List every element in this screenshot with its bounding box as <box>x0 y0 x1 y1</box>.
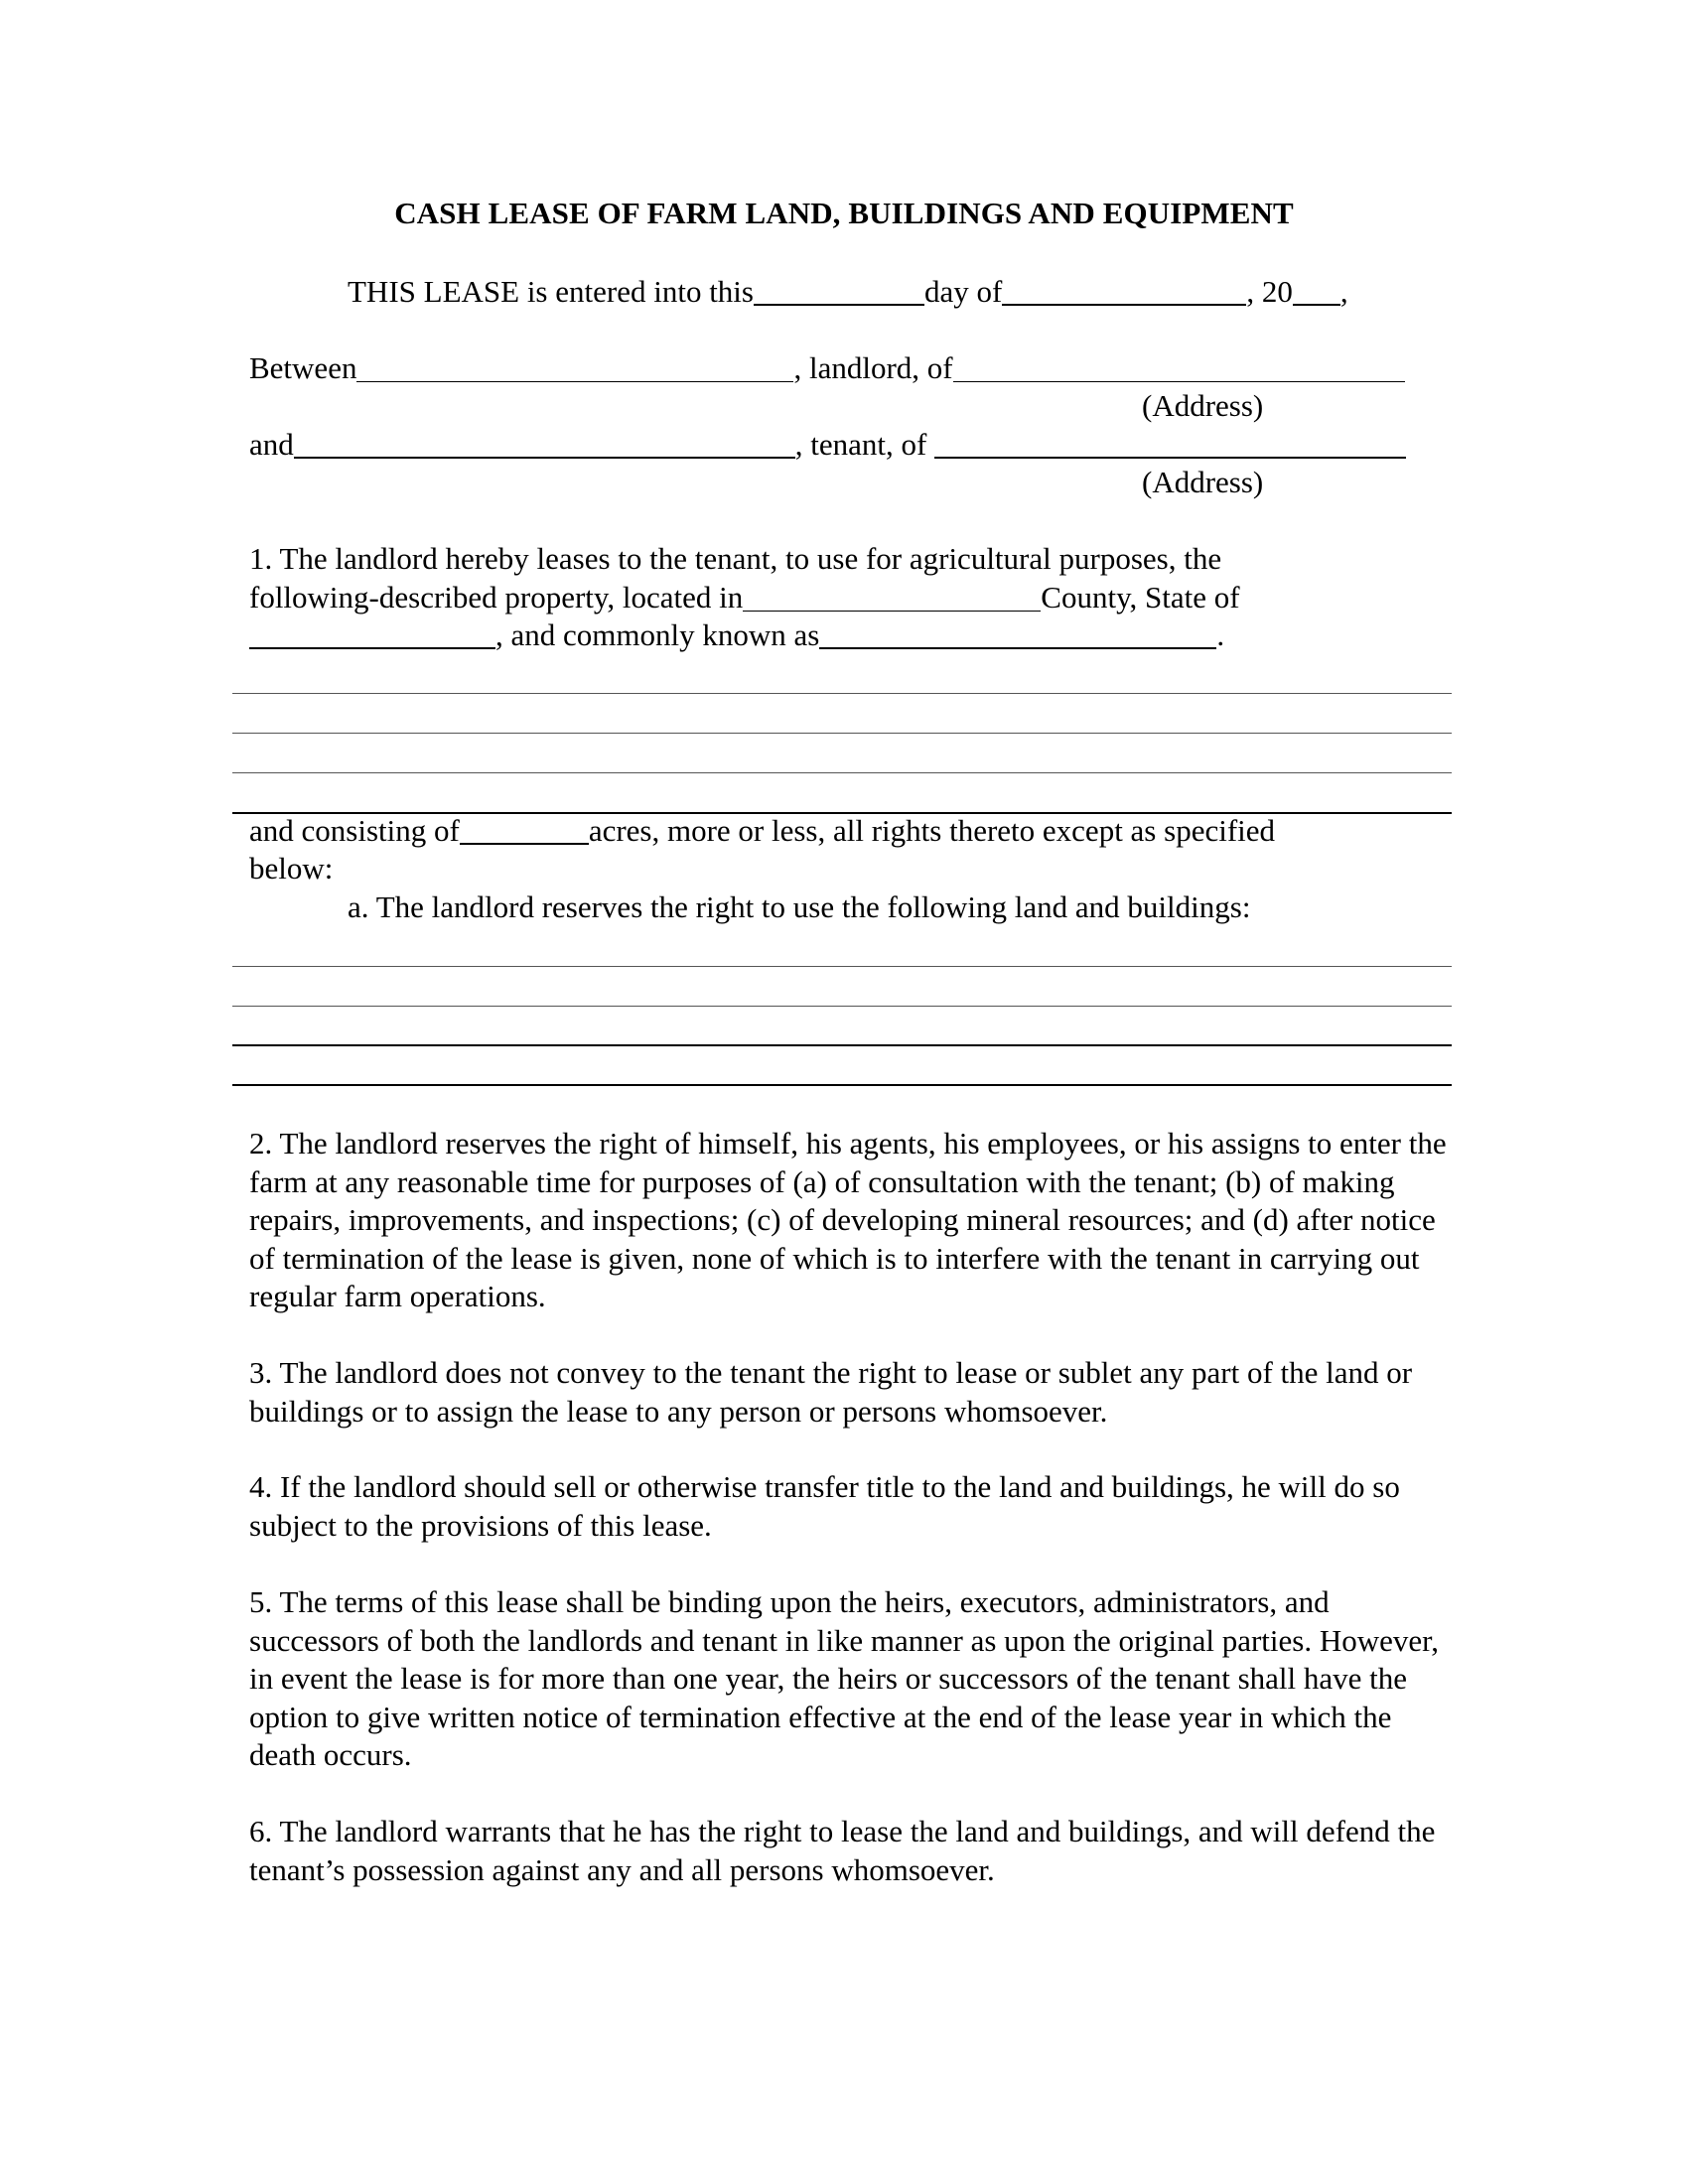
clause-6: 6. The landlord warrants that he has the right to lease the land and buildings, and will defend the tenant’s possession against any and all persons whomsoever. <box>249 1814 1436 1887</box>
landlord-of-label: , landlord, of <box>793 350 953 385</box>
acres-line <box>249 812 1275 850</box>
intro-year-suffix: , <box>1339 274 1348 309</box>
month-blank[interactable] <box>1002 304 1246 306</box>
reserved-line-4[interactable] <box>232 1084 1452 1086</box>
landlord-address-label: (Address) <box>1142 388 1264 423</box>
and-label: and <box>249 427 294 462</box>
tenant-address-label: (Address) <box>1142 465 1264 499</box>
reserved-line-1[interactable] <box>232 966 1452 967</box>
known-as-blank[interactable] <box>819 647 1216 649</box>
document-title: CASH LEASE OF FARM LAND, BUILDINGS AND EQUIPMENT <box>394 196 1294 230</box>
description-line-2[interactable] <box>232 733 1452 734</box>
known-as-label: , and commonly known as <box>495 617 820 652</box>
clause-4: 4. If the landlord should sell or otherwise transfer title to the land and buildings, he will do so subject to the provisions of this lease. <box>249 1469 1400 1543</box>
acres-suffix: acres, more or less, all rights thereto except as specified <box>588 813 1276 848</box>
clause1-period: . <box>1216 617 1225 652</box>
intro-line <box>348 273 1348 311</box>
acres-blank[interactable] <box>460 843 589 845</box>
county-prefix: following-described property, located in <box>249 580 744 614</box>
state-blank[interactable] <box>249 647 495 649</box>
clause1-line1: 1. The landlord hereby leases to the tenant, to use for agricultural purposes, the <box>249 541 1222 576</box>
between-label: Between <box>249 350 357 385</box>
reserved-line-2[interactable] <box>232 1006 1452 1007</box>
tenant-name-blank[interactable] <box>294 457 795 459</box>
landlord-address-blank[interactable] <box>953 381 1405 382</box>
reserved-line-3[interactable] <box>232 1044 1452 1046</box>
day-blank[interactable] <box>754 304 924 306</box>
tenant-address-blank[interactable] <box>934 457 1406 459</box>
intro-day-of: day of <box>923 274 1003 309</box>
intro-year-prefix: , 20 <box>1246 274 1293 309</box>
acres-line2: below: <box>249 851 334 886</box>
description-line-3[interactable] <box>232 772 1452 773</box>
landlord-line <box>249 349 1405 387</box>
tenant-line <box>249 426 1406 464</box>
landlord-name-blank[interactable] <box>356 381 793 382</box>
clause-2: 2. The landlord reserves the right of himself, his agents, his employees, or his assigns to enter the farm at any reasonable time for purposes of (a) of consultation with the tenant; (b) of making repairs, improvements, and inspections; (c) of developing mineral resources; and (d) after notice of termination of the lease is given, none of which is to interfere with the tenant in carrying out regular farm operations. <box>249 1126 1447 1313</box>
county-suffix: County, State of <box>1041 580 1240 614</box>
clause-3: 3. The landlord does not convey to the tenant the right to lease or sublet any part of the land or buildings or to assign the lease to any person or persons whomsoever. <box>249 1355 1413 1429</box>
clause-5: 5. The terms of this lease shall be binding upon the heirs, executors, administrators, and successors of both the landlords and tenant in like manner as upon the original parties. However, in event the lease is for more than one year, the heirs or successors of the tenant shall have the option to give written notice of termination effective at the end of the lease year in which the death occurs. <box>249 1584 1439 1772</box>
tenant-of-label: , tenant, of <box>794 427 935 462</box>
reserve-line: a. The landlord reserves the right to use the following land and buildings: <box>348 889 1251 924</box>
year-blank[interactable] <box>1293 304 1340 306</box>
clause1-line3 <box>249 616 1224 654</box>
description-line-1[interactable] <box>232 693 1452 694</box>
intro-prefix: THIS LEASE is entered into this <box>348 274 754 309</box>
county-blank[interactable] <box>743 611 1041 612</box>
clause1-line2 <box>249 579 1240 616</box>
acres-prefix: and consisting of <box>249 813 460 848</box>
